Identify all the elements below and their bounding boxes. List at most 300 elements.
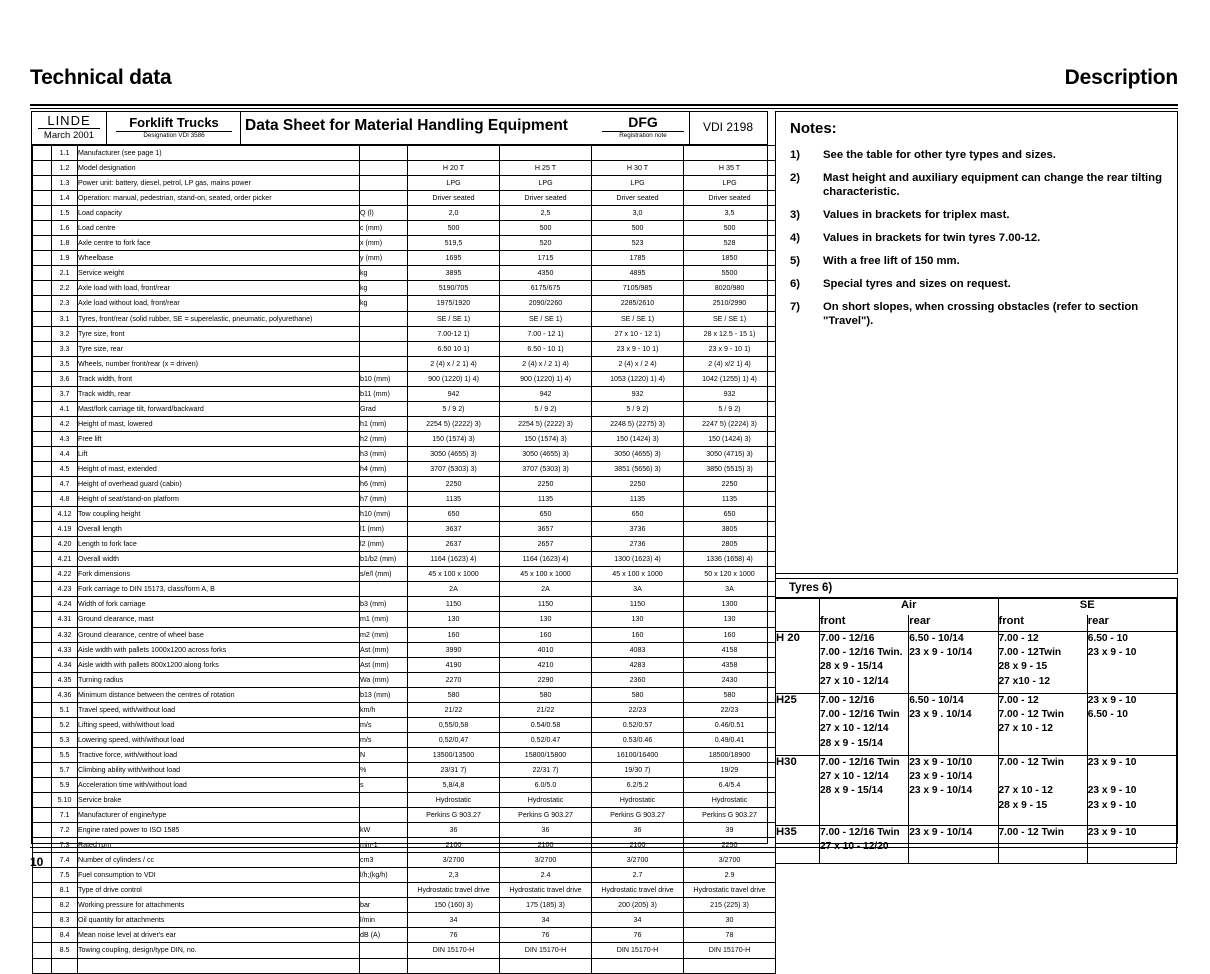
tyres-sub-header: front — [820, 615, 909, 632]
section-marker — [33, 913, 52, 928]
spec-value-cell: 580 — [500, 687, 592, 702]
spec-row-description: Load capacity — [78, 206, 360, 221]
spec-value-cell: 1135 — [684, 492, 776, 507]
tyres-size-line: 23 x 9 - 10 — [1087, 757, 1137, 768]
spec-value-cell — [592, 958, 684, 973]
spec-row-description: Track width, front — [78, 371, 360, 386]
spec-row-description: Tyre size, rear — [78, 341, 360, 356]
spec-row-unit — [360, 958, 408, 973]
tyres-size-line: 28 x 9 - 15/14 — [820, 737, 883, 749]
spec-value-cell: 650 — [500, 507, 592, 522]
spec-value-cell: 8020/980 — [684, 281, 776, 296]
spec-value-cell: 3050 (4655) 3) — [592, 446, 684, 461]
spec-row-unit: km/h — [360, 702, 408, 717]
section-marker — [33, 401, 52, 416]
spec-row — [33, 762, 776, 777]
note-text: See the table for other tyre types and sizes. — [823, 149, 1056, 161]
spec-row-number: 4.7 — [52, 477, 78, 492]
spec-value-cell: 3637 — [408, 522, 500, 537]
tyres-size-line: 7.00 - 12 — [998, 633, 1039, 644]
spec-row-description: Ground clearance, centre of wheel base — [78, 627, 360, 642]
spec-value-cell: 1695 — [408, 251, 500, 266]
spec-value-cell: 2250 — [684, 838, 776, 853]
spec-row-number: 5.2 — [52, 717, 78, 732]
tyres-size-line: 23 x 9 - 10/14 — [909, 785, 973, 797]
spec-value-cell: 1336 (1658) 4) — [684, 552, 776, 567]
spec-value-cell: 2100 — [408, 838, 500, 853]
spec-row-number: 1.6 — [52, 221, 78, 236]
tyres-size-cell — [1087, 632, 1176, 694]
tyres-size-cell — [820, 632, 909, 694]
spec-value-cell: 160 — [500, 627, 592, 642]
spec-row — [33, 461, 776, 476]
spec-value-cell: 3707 (5303) 3) — [500, 461, 592, 476]
spec-value-cell: 2248 5) (2275) 3) — [592, 416, 684, 431]
section-marker — [33, 251, 52, 266]
note-item — [790, 208, 1167, 222]
section-marker — [33, 431, 52, 446]
section-marker — [33, 702, 52, 717]
spec-row-unit: bar — [360, 898, 408, 913]
spec-value-cell: 21/22 — [408, 702, 500, 717]
spec-row-description: Tow coupling height — [78, 507, 360, 522]
tyres-size-line: 27 x 10 - 12 — [998, 785, 1053, 797]
spec-value-cell: 150 (1574) 3) — [408, 431, 500, 446]
spec-value-cell: 932 — [684, 386, 776, 401]
spec-row-unit — [360, 582, 408, 597]
spec-value-cell: 150 (160) 3) — [408, 898, 500, 913]
section-marker — [33, 612, 52, 627]
spec-value-cell: 2736 — [592, 537, 684, 552]
spec-row-description: Axle load without load, front/rear — [78, 296, 360, 311]
spec-value-cell: 2,5 — [500, 206, 592, 221]
tyres-size-line: 27 x 10 - 12/14 — [820, 675, 889, 687]
spec-row-number: 4.34 — [52, 657, 78, 672]
spec-value-cell: 7.00-12 1) — [408, 326, 500, 341]
spec-row-number: 1.4 — [52, 191, 78, 206]
spec-row-unit — [360, 146, 408, 161]
spec-row-number: 8.4 — [52, 928, 78, 943]
spec-value-cell: 3050 (4655) 3) — [500, 446, 592, 461]
spec-row-unit — [360, 161, 408, 176]
section-marker — [33, 326, 52, 341]
spec-value-cell: 21/22 — [500, 702, 592, 717]
spec-row-description: Fuel consumption to VDI — [78, 868, 360, 883]
spec-value-cell: 2250 — [684, 477, 776, 492]
spec-row — [33, 943, 776, 958]
note-number: 4) — [790, 232, 801, 244]
spec-row — [33, 777, 776, 792]
spec-row — [33, 236, 776, 251]
spec-value-cell: 580 — [408, 687, 500, 702]
spec-value-cell: 3851 (5656) 3) — [592, 461, 684, 476]
spec-value-cell: 2,3 — [408, 868, 500, 883]
spec-row — [33, 597, 776, 612]
tyres-size-line: 28 x 9 - 15 — [998, 661, 1048, 673]
tyres-model-label: H35 — [776, 826, 820, 864]
spec-value-cell: 2285/2610 — [592, 296, 684, 311]
section-marker — [33, 597, 52, 612]
section-marker — [33, 657, 52, 672]
spec-value-cell: 1300 (1623) 4) — [592, 552, 684, 567]
spec-value-cell: 15800/15800 — [500, 747, 592, 762]
tyres-size-line: 28 x 9 - 15 — [998, 799, 1048, 811]
spec-value-cell: 22/31 7) — [500, 762, 592, 777]
spec-value-cell: 34 — [408, 913, 500, 928]
tyres-size-cell — [909, 826, 998, 864]
section-marker — [33, 206, 52, 221]
section-marker — [33, 582, 52, 597]
datasheet-title-strip — [32, 112, 767, 145]
tyres-group-header: SE — [998, 599, 1177, 616]
spec-value-cell: 580 — [592, 687, 684, 702]
spec-value-cell: Hydrostatic — [592, 793, 684, 808]
spec-row-description: Tractive force, with/without load — [78, 747, 360, 762]
section-marker — [33, 883, 52, 898]
spec-value-cell: 519,5 — [408, 236, 500, 251]
spec-row — [33, 823, 776, 838]
section-marker — [33, 386, 52, 401]
spec-value-cell: 1053 (1220) 1) 4) — [592, 371, 684, 386]
spec-value-cell: 1164 (1623) 4) — [408, 552, 500, 567]
spec-row-number: 5.9 — [52, 777, 78, 792]
spec-row-description: Operation: manual, pedestrian, stand-on, seated, order picker — [78, 191, 360, 206]
tyres-row — [776, 756, 1177, 826]
spec-value-cell: 1975/1920 — [408, 296, 500, 311]
spec-row-unit: b13 (mm) — [360, 687, 408, 702]
tyres-size-line: 27 x10 - 12 — [998, 675, 1051, 687]
tyres-size-line: 7.00 - 12/16 Twin. — [820, 647, 903, 659]
spec-row — [33, 221, 776, 236]
section-title: Description — [1064, 66, 1178, 89]
spec-row-description: Overall length — [78, 522, 360, 537]
spec-row-description: Rated rpm — [78, 838, 360, 853]
spec-value-cell: 4010 — [500, 642, 592, 657]
spec-value-cell: 2250 — [500, 477, 592, 492]
tyres-size-line: 23 x 9 - 10 — [1087, 799, 1137, 811]
spec-row — [33, 732, 776, 747]
tyres-size-line: 27 x 10 - 12/14 — [820, 723, 889, 735]
spec-row — [33, 401, 776, 416]
tyres-size-line: 23 x 9 - 10/14 — [909, 827, 973, 838]
spec-value-cell: Hydrostatic — [684, 793, 776, 808]
spec-row — [33, 431, 776, 446]
spec-value-cell: 523 — [592, 236, 684, 251]
spec-row-number: 1.8 — [52, 236, 78, 251]
spec-value-cell: 0.52/0.47 — [500, 732, 592, 747]
spec-row — [33, 477, 776, 492]
section-marker — [33, 341, 52, 356]
spec-value-cell: 130 — [408, 612, 500, 627]
page-title: Technical data — [30, 66, 172, 89]
spec-value-cell: SE / SE 1) — [500, 311, 592, 326]
spec-value-cell: 150 (1424) 3) — [592, 431, 684, 446]
spec-value-cell: 18500/18900 — [684, 747, 776, 762]
spec-row-description: Turning radius — [78, 672, 360, 687]
spec-value-cell: 0.54/0.58 — [500, 717, 592, 732]
spec-row-unit: h7 (mm) — [360, 492, 408, 507]
dfg-label: DFG — [628, 114, 658, 130]
page-number: 10 — [30, 855, 44, 869]
spec-value-cell: 1850 — [684, 251, 776, 266]
tyres-size-cell — [998, 756, 1087, 826]
spec-value-cell: Hydrostatic — [500, 793, 592, 808]
spec-value-cell: 23/31 7) — [408, 762, 500, 777]
tyres-size-line: 7.00 - 12/16 Twin — [820, 827, 900, 838]
section-marker — [33, 537, 52, 552]
spec-row-unit: kW — [360, 823, 408, 838]
spec-row-number: 4.1 — [52, 401, 78, 416]
spec-row — [33, 687, 776, 702]
spec-row-unit: b3 (mm) — [360, 597, 408, 612]
spec-value-cell: 2 (4) x / 2 1) 4) — [408, 356, 500, 371]
section-marker — [33, 958, 52, 973]
spec-value-cell: Driver seated — [684, 191, 776, 206]
spec-row-number: 4.35 — [52, 672, 78, 687]
notes-title: Notes: — [790, 120, 837, 137]
spec-row-description: Type of drive control — [78, 883, 360, 898]
spec-value-cell: 500 — [684, 221, 776, 236]
tyres-size-cell — [820, 756, 909, 826]
spec-value-cell: 3/2700 — [684, 853, 776, 868]
spec-value-cell: 78 — [684, 928, 776, 943]
spec-value-cell: 4350 — [500, 266, 592, 281]
spec-row — [33, 552, 776, 567]
note-item — [790, 300, 1167, 328]
section-marker — [33, 928, 52, 943]
spec-row-number: 5.5 — [52, 747, 78, 762]
note-number: 1) — [790, 149, 801, 161]
spec-value-cell: 4358 — [684, 657, 776, 672]
product-designation: Designation VDI 3586 — [143, 132, 205, 139]
standard-label: VDI 2198 — [703, 120, 754, 134]
spec-value-cell: 1150 — [592, 597, 684, 612]
spec-value-cell: DIN 15170-H — [408, 943, 500, 958]
spec-row-number: 4.32 — [52, 627, 78, 642]
spec-value-cell: 650 — [592, 507, 684, 522]
spec-row — [33, 702, 776, 717]
spec-value-cell: 150 (1574) 3) — [500, 431, 592, 446]
tyres-sub-header-row — [776, 615, 1177, 632]
spec-row-unit: kg — [360, 281, 408, 296]
section-marker — [33, 191, 52, 206]
tyres-title: Tyres 6) — [789, 582, 833, 594]
spec-value-cell: 2 (4) x / 2 4) — [592, 356, 684, 371]
tyres-size-line: 7.00 - 12 — [998, 695, 1039, 706]
spec-value-cell: 6.2/5.2 — [592, 777, 684, 792]
spec-value-cell: 1164 (1623) 4) — [500, 552, 592, 567]
spec-row-description: Width of fork carriage — [78, 597, 360, 612]
section-marker — [33, 747, 52, 762]
spec-value-cell: 2.4 — [500, 868, 592, 883]
spec-row — [33, 642, 776, 657]
spec-row-unit — [360, 883, 408, 898]
tyres-size-line: 23 x 9 - 10/14 — [909, 647, 973, 659]
section-marker — [33, 552, 52, 567]
tyres-model-label: H25 — [776, 694, 820, 756]
tyres-size-line: 23 x 9 - 10 — [1087, 827, 1137, 838]
spec-value-cell: 580 — [684, 687, 776, 702]
spec-value-cell: 500 — [592, 221, 684, 236]
spec-row — [33, 281, 776, 296]
spec-value-cell: 7105/985 — [592, 281, 684, 296]
spec-row-unit: h4 (mm) — [360, 461, 408, 476]
spec-value-cell: 1150 — [408, 597, 500, 612]
spec-row — [33, 612, 776, 627]
spec-row — [33, 206, 776, 221]
spec-value-cell: 6175/675 — [500, 281, 592, 296]
spec-row — [33, 161, 776, 176]
spec-row-number: 5.3 — [52, 732, 78, 747]
spec-row-description: Fork dimensions — [78, 567, 360, 582]
spec-row — [33, 883, 776, 898]
spec-row-number: 2.1 — [52, 266, 78, 281]
spec-value-cell: Perkins G 903.27 — [408, 808, 500, 823]
tyres-size-cell — [820, 826, 909, 864]
spec-value-cell: 6.50 - 10 1) — [500, 341, 592, 356]
spec-value-cell: 160 — [592, 627, 684, 642]
spec-row-number: 4.12 — [52, 507, 78, 522]
spec-value-cell: H 35 T — [684, 161, 776, 176]
spec-value-cell: 3,0 — [592, 206, 684, 221]
spec-value-cell: Hydrostatic travel drive — [500, 883, 592, 898]
spec-row-number: 4.3 — [52, 431, 78, 446]
spec-value-cell: 45 x 100 x 1000 — [408, 567, 500, 582]
spec-value-cell: 1785 — [592, 251, 684, 266]
spec-value-cell: 3707 (5303) 3) — [408, 461, 500, 476]
note-text: On short slopes, when crossing obstacles (refer to section "Travel"). — [823, 301, 1139, 327]
spec-value-cell: 900 (1220) 1) 4) — [500, 371, 592, 386]
spec-value-cell: 2270 — [408, 672, 500, 687]
spec-row-number: 4.8 — [52, 492, 78, 507]
spec-value-cell: 130 — [592, 612, 684, 627]
spec-row — [33, 191, 776, 206]
spec-row-description: Load centre — [78, 221, 360, 236]
spec-value-cell: 5 / 9 2) — [592, 401, 684, 416]
note-item — [790, 277, 1167, 291]
section-marker — [33, 356, 52, 371]
spec-value-cell: Hydrostatic travel drive — [592, 883, 684, 898]
spec-value-cell: 3850 (5515) 3) — [684, 461, 776, 476]
spec-value-cell: 16100/16400 — [592, 747, 684, 762]
spec-row-description: Climbing ability with/without load — [78, 762, 360, 777]
spec-row-description: Aisle width with pallets 1000x1200 across forks — [78, 642, 360, 657]
spec-value-cell: 2.7 — [592, 868, 684, 883]
spec-row — [33, 371, 776, 386]
spec-row-description: Model designation — [78, 161, 360, 176]
spec-value-cell — [684, 146, 776, 161]
spec-row — [33, 808, 776, 823]
dfg-cell — [602, 112, 684, 145]
spec-value-cell: 34 — [500, 913, 592, 928]
spec-row — [33, 446, 776, 461]
spec-row — [33, 492, 776, 507]
spec-value-cell: 520 — [500, 236, 592, 251]
section-marker — [33, 642, 52, 657]
spec-row-number: 4.19 — [52, 522, 78, 537]
spec-row — [33, 928, 776, 943]
spec-row-number: 4.21 — [52, 552, 78, 567]
spec-value-cell: LPG — [684, 176, 776, 191]
tyres-size-line — [1088, 770, 1176, 784]
spec-row-unit: x (mm) — [360, 236, 408, 251]
spec-value-cell: 4283 — [592, 657, 684, 672]
section-marker — [33, 808, 52, 823]
spec-value-cell: 200 (205) 3) — [592, 898, 684, 913]
spec-value-cell: 1042 (1255) 1) 4) — [684, 371, 776, 386]
spec-value-cell: Driver seated — [592, 191, 684, 206]
spec-value-cell: 3/2700 — [592, 853, 684, 868]
spec-value-cell: 932 — [592, 386, 684, 401]
spec-value-cell: DIN 15170-H — [500, 943, 592, 958]
spec-value-cell: 1135 — [500, 492, 592, 507]
spec-row-description: Wheels, number front/rear (x = driven) — [78, 356, 360, 371]
spec-row-number: 4.22 — [52, 567, 78, 582]
note-text: Values in brackets for twin tyres 7.00-12. — [823, 232, 1041, 244]
tyres-size-line: 6.50 - 10/14 — [909, 633, 964, 644]
spec-row-unit: Ast (mm) — [360, 657, 408, 672]
section-marker — [33, 627, 52, 642]
spec-value-cell: 3736 — [592, 522, 684, 537]
spec-row-description: Axle load with load, front/rear — [78, 281, 360, 296]
section-marker — [33, 777, 52, 792]
spec-value-cell: Perkins G 903.27 — [684, 808, 776, 823]
spec-value-cell: SE / SE 1) — [684, 311, 776, 326]
spec-value-cell: 23 x 9 - 10 1) — [592, 341, 684, 356]
spec-row-unit: c (mm) — [360, 221, 408, 236]
section-marker — [33, 492, 52, 507]
spec-value-cell — [500, 146, 592, 161]
spec-row-unit — [360, 793, 408, 808]
section-marker — [33, 732, 52, 747]
spec-value-cell: Perkins G 903.27 — [592, 808, 684, 823]
note-text: With a free lift of 150 mm. — [823, 255, 960, 267]
spec-value-cell: 76 — [408, 928, 500, 943]
spec-row-unit — [360, 176, 408, 191]
spec-value-cell: 2100 — [500, 838, 592, 853]
spec-value-cell: 130 — [684, 612, 776, 627]
spec-value-cell: 36 — [500, 823, 592, 838]
datasheet-table-block — [31, 111, 768, 955]
spec-value-cell: DIN 15170-H — [592, 943, 684, 958]
spec-value-cell: 5 / 9 2) — [408, 401, 500, 416]
spec-value-cell: 39 — [684, 823, 776, 838]
tyres-table — [776, 598, 1177, 864]
spec-row-number: 3.6 — [52, 371, 78, 386]
section-marker — [33, 477, 52, 492]
spec-row-unit: min-1 — [360, 838, 408, 853]
tyres-size-line: 7.00 - 12/16 — [820, 695, 875, 706]
spec-value-cell: 4895 — [592, 266, 684, 281]
spec-value-cell: 4083 — [592, 642, 684, 657]
footer-rule — [30, 847, 1178, 848]
spec-value-cell: 3895 — [408, 266, 500, 281]
product-name: Forklift Trucks — [129, 115, 219, 130]
spec-row-unit: Wa (mm) — [360, 672, 408, 687]
spec-row-unit: s — [360, 777, 408, 792]
spec-value-cell: Perkins G 903.27 — [500, 808, 592, 823]
spec-row-description: Working pressure for attachments — [78, 898, 360, 913]
section-marker — [33, 717, 52, 732]
spec-value-cell: 2 (4) x/2 1) 4) — [684, 356, 776, 371]
tyres-corner-cell — [776, 599, 820, 632]
spec-value-cell: 6.4/5.4 — [684, 777, 776, 792]
spec-row-description: Height of mast, lowered — [78, 416, 360, 431]
spec-row-unit: l1 (mm) — [360, 522, 408, 537]
spec-row-description: Travel speed, with/without load — [78, 702, 360, 717]
section-marker — [33, 461, 52, 476]
note-item — [790, 254, 1167, 268]
